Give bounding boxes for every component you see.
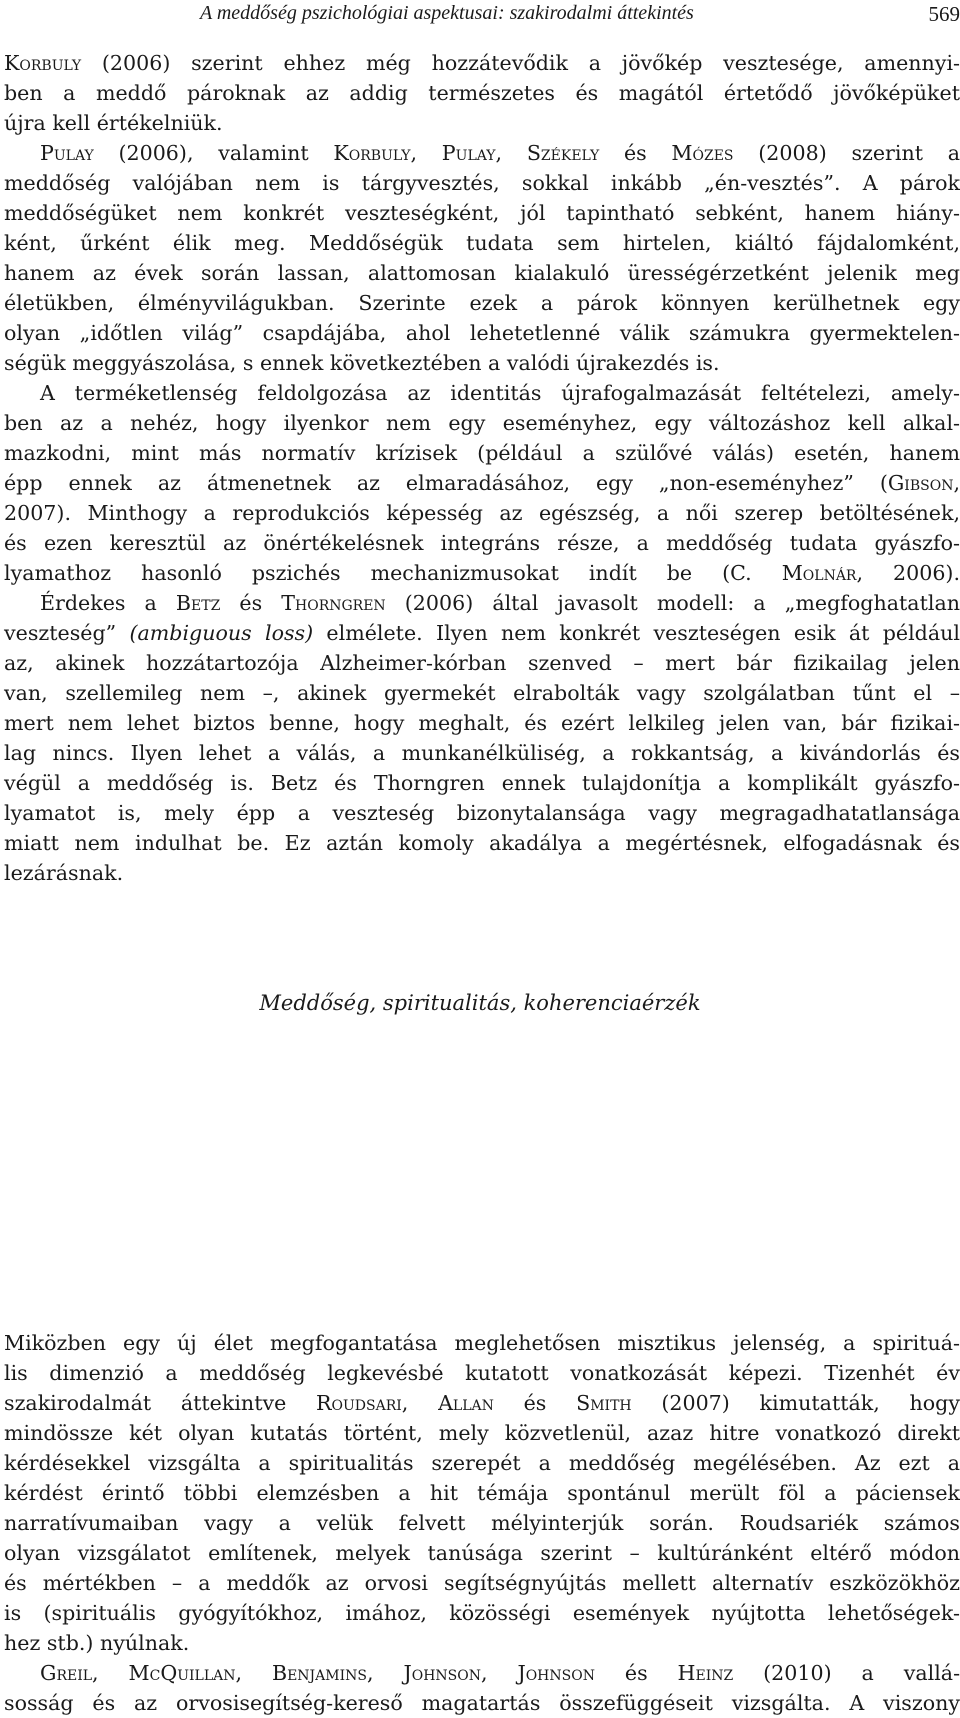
text-line: [4, 858, 960, 888]
text-line: [4, 588, 960, 618]
text-run: ,: [411, 141, 442, 165]
text-line: [4, 1328, 960, 1358]
text-run: ségük meggyászolása, s ennek következtében a valódi újrakezdés is.: [4, 351, 720, 375]
text-line: [4, 48, 960, 78]
author-name: Pulay: [40, 141, 94, 165]
text-run: végül a meddőség is. Betz és Thorngren ennek tulajdonítja a komplikált gyászfo-: [4, 771, 960, 795]
text-line: [4, 1688, 960, 1718]
text-line: [4, 498, 960, 528]
author-name: Benjamins: [272, 1661, 367, 1685]
text-run: ,: [481, 1661, 517, 1685]
text-run: szakirodalmát áttekintve: [4, 1391, 316, 1415]
author-name: Molnár: [782, 561, 857, 585]
section-heading: Meddőség, spiritualitás, koherenciaérzék: [0, 986, 960, 1020]
author-name: Székely: [527, 141, 599, 165]
text-run: ,: [953, 471, 960, 495]
author-name: Greil: [40, 1661, 92, 1685]
text-run: (2006) által javasolt modell: a „megfoghatatlan: [386, 591, 960, 615]
text-run: , 2006).: [856, 561, 960, 585]
text-line: [4, 618, 960, 648]
text-run: is (spirituális gyógyítókhoz, imához, közösségi események nyújtotta lehetőségek-: [4, 1601, 960, 1625]
author-name: Korbuly: [333, 141, 410, 165]
text-run: és: [599, 141, 671, 165]
body-text-block-1: [4, 48, 960, 888]
text-line: [4, 1418, 960, 1448]
text-run: mazkodni, mint más normatív krízisek (például a szülővé válás) esetén, hanem: [4, 441, 960, 465]
text-line: [4, 1628, 960, 1658]
text-run: és: [595, 1661, 678, 1685]
text-line: [4, 78, 960, 108]
text-run: és ezen keresztül az önértékelésnek integráns része, a meddőség tudata gyászfo-: [4, 531, 960, 555]
author-name: Gibson: [888, 471, 954, 495]
body-text-block-2: [4, 1328, 960, 1718]
text-line: [4, 528, 960, 558]
text-run: ként, űrként élik meg. Meddőségük tudata sem hirtelen, kiáltó fájdalomként,: [4, 231, 960, 255]
author-name: Smith: [576, 1391, 632, 1415]
text-run: kérdést érintő többi elemzésben a hit témája spontánul merült föl a páciensek: [4, 1481, 960, 1505]
text-run: van, szellemileg nem –, akinek gyermekét elrabolták vagy szolgálatban tűnt el –: [4, 681, 960, 705]
text-run: lyamatot is, mely épp a veszteség bizonytalansága vagy megragadhatatlansága: [4, 801, 960, 825]
text-line: [4, 1538, 960, 1568]
text-line: [4, 798, 960, 828]
text-run: Érdekes a: [40, 591, 176, 615]
text-run: és mértékben – a meddők az orvosi segítségnyújtás mellett alternatív eszközökhöz: [4, 1571, 960, 1595]
text-line: [4, 168, 960, 198]
running-title: A meddőség pszichológiai aspektusai: szakirodalmi áttekintés: [200, 2, 694, 25]
text-line: [4, 228, 960, 258]
text-line: [4, 768, 960, 798]
page-number: 569: [929, 2, 960, 27]
text-run: narratívumaiban vagy a velük felvett mélyinterjúk során. Roudsariék számos: [4, 1511, 960, 1535]
author-name: Thorngren: [281, 591, 385, 615]
text-line: [4, 558, 960, 588]
text-line: [4, 258, 960, 288]
author-name: Roudsari: [316, 1391, 402, 1415]
text-run: ,: [402, 1391, 438, 1415]
text-line: [4, 1478, 960, 1508]
running-head: [200, 2, 960, 32]
text-run: ,: [92, 1661, 128, 1685]
text-run: (2007) kimutatták, hogy: [632, 1391, 960, 1415]
text-run: (2008) szerint a: [734, 141, 960, 165]
text-line: [4, 1448, 960, 1478]
text-run: A terméketlenség feldolgozása az identitás újrafogalmazását feltételezi, amely-: [40, 381, 960, 405]
text-line: [4, 828, 960, 858]
text-run: (2006) szerint ehhez még hozzátevődik a jövőkép vesztesége, amennyi-: [81, 51, 960, 75]
text-line: [4, 438, 960, 468]
author-name: Allan: [438, 1391, 494, 1415]
text-run: mindössze két olyan kutatás történt, mely közvetlenül, azaz hitre vonatkozó direkt: [4, 1421, 960, 1445]
text-line: [4, 318, 960, 348]
text-line: [4, 1598, 960, 1628]
text-run: elmélete. Ilyen nem konkrét veszteségen esik át például: [313, 621, 960, 645]
text-run: és: [220, 591, 281, 615]
text-line: [4, 1568, 960, 1598]
text-line: [4, 468, 960, 498]
text-run: épp ennek az átmenetnek az elmaradásához, egy „non-eseményhez” (: [4, 471, 888, 495]
text-run: és: [494, 1391, 576, 1415]
italic-term: (ambiguous loss): [129, 621, 313, 645]
author-name: Johnson: [517, 1661, 595, 1685]
text-run: életükben, élményvilágukban. Szerinte ezek a párok könnyen kerülhetnek egy: [4, 291, 960, 315]
text-run: meddőségüket nem konkrét veszteségként, jól tapintható sebként, hanem hiány-: [4, 201, 960, 225]
text-line: [4, 198, 960, 228]
text-line: [4, 1508, 960, 1538]
text-run: ben az a nehéz, hogy ilyenkor nem egy eseményhez, egy változáshoz kell alkal-: [4, 411, 960, 435]
text-run: (2006), valamint: [94, 141, 334, 165]
author-name: Mózes: [671, 141, 733, 165]
text-run: (2010) a vallá-: [733, 1661, 960, 1685]
text-run: lis dimenzió a meddőség legkevésbé kutatott vonatkozását képezi. Tizenhét év: [4, 1361, 960, 1385]
text-line: [4, 108, 960, 138]
text-line: [4, 708, 960, 738]
text-run: ,: [367, 1661, 403, 1685]
text-run: újra kell értékelniük.: [4, 111, 223, 135]
author-name: Johnson: [403, 1661, 481, 1685]
text-run: lag nincs. Ilyen lehet a válás, a munkanélküliség, a rokkantság, a kivándorlás és: [4, 741, 960, 765]
author-name: Korbuly: [4, 51, 81, 75]
author-name: Heinz: [678, 1661, 734, 1685]
text-line: [4, 678, 960, 708]
text-run: miatt nem indulhat be. Ez aztán komoly akadálya a megértésnek, elfogadásnak és: [4, 831, 960, 855]
text-run: veszteség”: [4, 621, 129, 645]
author-name: Betz: [176, 591, 220, 615]
author-name: Pulay: [442, 141, 496, 165]
text-run: lyamathoz hasonló pszichés mechanizmusokat indít be (C.: [4, 561, 782, 585]
text-run: sosság és az orvosisegítség-kereső magatartás összefüggéseit vizsgálta. A viszony: [4, 1691, 960, 1715]
text-line: [4, 1358, 960, 1388]
text-run: olyan „időtlen világ” csapdájába, ahol lehetetlenné válik számukra gyermektelen-: [4, 321, 960, 345]
text-line: [4, 378, 960, 408]
text-run: ,: [235, 1661, 271, 1685]
text-line: [4, 1388, 960, 1418]
author-name: McQuillan: [129, 1661, 236, 1685]
text-run: lezárásnak.: [4, 861, 123, 885]
text-run: ben a meddő pároknak az addig természetes és magától értetődő jövőképüket: [4, 81, 960, 105]
text-run: kérdésekkel vizsgálta a spiritualitás szerepét a meddőség megélésében. Az ezt a: [4, 1451, 960, 1475]
text-line: [4, 138, 960, 168]
text-line: [4, 648, 960, 678]
text-run: olyan vizsgálatot említenek, melyek tanúsága szerint – kultúránként eltérő módon: [4, 1541, 960, 1565]
text-run: meddőség valójában nem is tárgyvesztés, sokkal inkább „én-vesztés”. A párok: [4, 171, 960, 195]
text-run: az, akinek hozzátartozója Alzheimer-kórban szenved – mert bár fizikailag jelen: [4, 651, 960, 675]
text-line: [4, 288, 960, 318]
text-run: Miközben egy új élet megfogantatása meglehetősen misztikus jelenség, a spirituá-: [4, 1331, 960, 1355]
text-line: [4, 738, 960, 768]
text-line: [4, 408, 960, 438]
text-run: hanem az évek során lassan, alattomosan kialakuló ürességérzetként jelenik meg: [4, 261, 960, 285]
text-run: ,: [496, 141, 527, 165]
text-run: 2007). Minthogy a reprodukciós képesség az egészség, a női szerep betöltésének,: [4, 501, 960, 525]
text-line: [4, 1658, 960, 1688]
text-run: hez stb.) nyúlnak.: [4, 1631, 189, 1655]
text-line: [4, 348, 960, 378]
text-run: mert nem lehet biztos benne, hogy meghalt, és ezért lelkileg jelen van, bár fizikai-: [4, 711, 960, 735]
